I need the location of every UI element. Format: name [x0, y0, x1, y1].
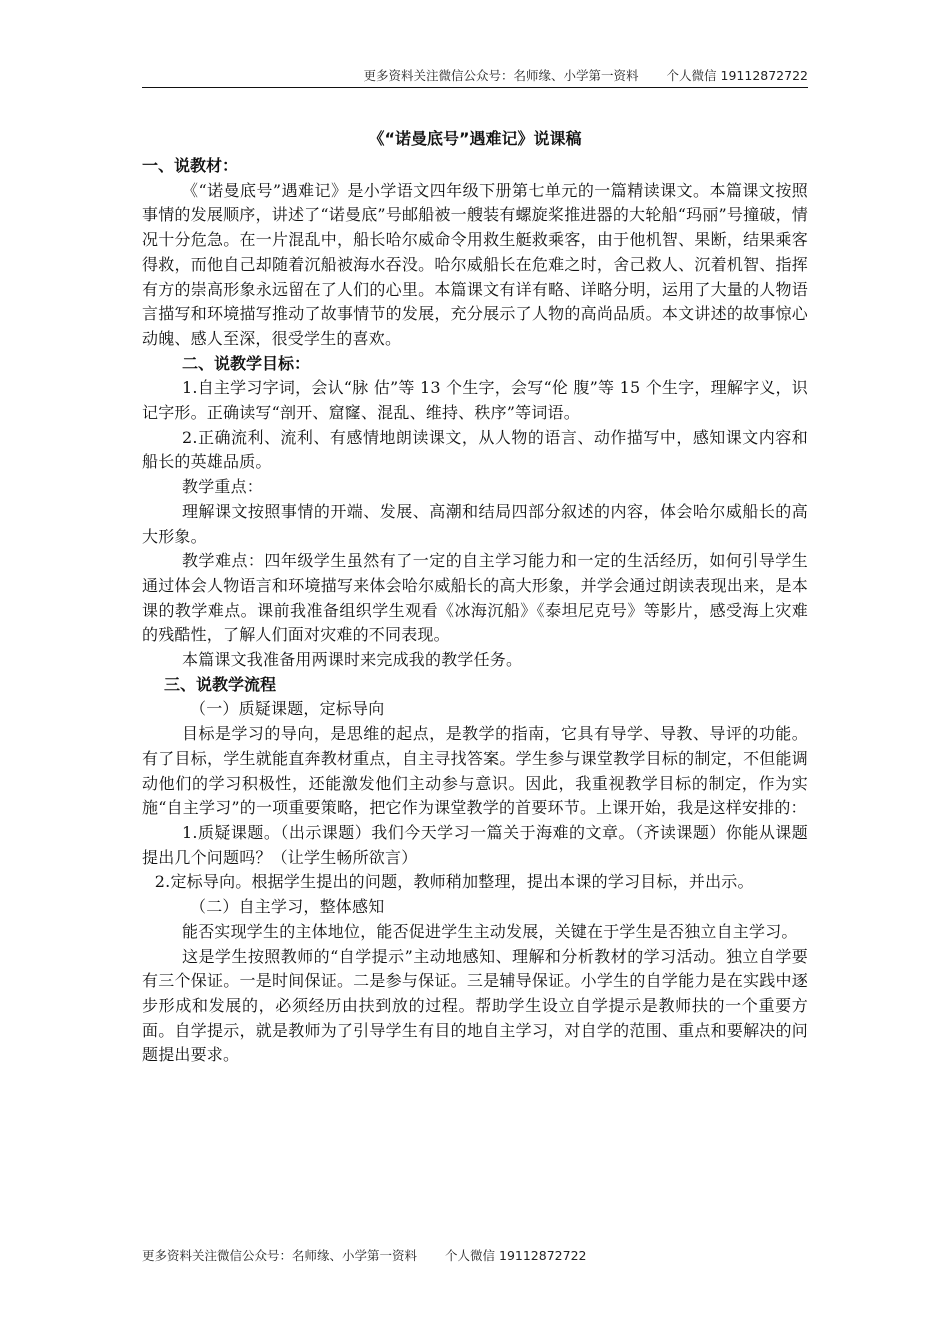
plan-paragraph: 本篇课文我准备用两课时来完成我的教学任务。 [182, 650, 523, 670]
goal-2-paragraph: 2.正确流利、流利、有感情地朗读课文，从人物的语言、动作描写中，感知课文内容和船长的英雄品质。 [142, 427, 808, 472]
page-footer [142, 1246, 586, 1264]
header-left-text: 更多资料关注微信公众号：名师缘、小学第一资料 [363, 68, 639, 83]
step-1-paragraph: 1.质疑课题。（出示课题）我们今天学习一篇关于海难的文章。（齐读课题）你能从课题提出几个问题吗？（让学生畅所欲言） [142, 822, 808, 867]
part-2-title: （二）自主学习，整体感知 [190, 897, 385, 917]
part-1-paragraph: 目标是学习的导向，是思维的起点，是教学的指南，它具有导学、导教、导评的功能。有了目标，学生就能直奔教材重点，自主寻找答案。学生参与课堂教学目标的制定，不但能调动他们的学习积极性，还能激发他们主动参与意识。因此，我重视教学目标的制定，作为实施“自主学习”的一项重要策略，把它作为课堂教学的首要环节。上课开始，我是这样安排的： [142, 724, 808, 818]
section-2-heading: 二、说教学目标： [182, 353, 311, 373]
difficulty-paragraph: 教学难点：四年级学生虽然有了一定的自主学习能力和一定的生活经历，如何引导学生通过体会人物语言和环境描写来体会哈尔威船长的高大形象，并学会通过朗读表现出来，是本课的教学难点。课前我准备组织学生观看《冰海沉船》《泰坦尼克号》等影片，感受海上灾难的残酷性，了解人们面对灾难的不同表现。 [142, 551, 808, 645]
step-2-paragraph: 2.定标导向。根据学生提出的问题，教师稍加整理，提出本课的学习目标，并出示。 [154, 872, 754, 892]
key-point-label: 教学重点： [182, 477, 264, 497]
part-2-paragraph-2: 这是学生按照教师的“自学提示”主动地感知、理解和分析教材的学习活动。独立自学要有三个保证。一是时间保证。二是参与保证。三是辅导保证。小学生的自学能力是在实践中逐步形成和发展的，必须经历由扶到放的过程。帮助学生设立自学提示是教师扶的一个重要方面。自学提示，就是教师为了引导学生有目的地自主学习，对自学的范围、重点和要解决的问题提出要求。 [142, 946, 808, 1065]
footer-right-text: 个人微信 19112872722 [445, 1248, 587, 1263]
section-1-paragraph: 《“诺曼底号”遇难记》是小学语文四年级下册第七单元的一篇精读课文。本篇课文按照事情的发展顺序，讲述了“诺曼底”号邮船被一艘装有螺旋桨推进器的大轮船“玛丽”号撞破，情况十分危急。在一片混乱中，船长哈尔威命令用救生艇救乘客，由于他机智、果断，结果乘客得救，而他自己却随着沉船被海水吞没。哈尔威船长在危难之时，舍己救人、沉着机智、指挥有方的崇高形象永远留在了人们的心里。本篇课文有详有略、详略分明，运用了大量的人物语言描写和环境描写推动了故事情节的发展，充分展示了人物的高尚品质。本文讲述的故事惊心动魄、感人至深，很受学生的喜欢。 [142, 180, 808, 348]
document-body [142, 126, 808, 1068]
key-point-paragraph: 理解课文按照事情的开端、发展、高潮和结局四部分叙述的内容，体会哈尔威船长的高大形象。 [142, 501, 808, 546]
footer-left-text: 更多资料关注微信公众号：名师缘、小学第一资料 [142, 1248, 418, 1263]
section-3-heading: 三、说教学流程 [164, 674, 277, 694]
page-header [364, 66, 808, 84]
goal-1-paragraph: 1.自主学习字词，会认“脉 估”等 13 个生字，会写“伦 腹”等 15 个生字，理解字义，识记字形。正确读写“剖开、窟窿、混乱、维持、秩序”等词语。 [142, 378, 808, 423]
header-divider [142, 87, 808, 88]
header-right-text: 个人微信 19112872722 [666, 68, 808, 83]
part-1-title: （一）质疑课题，定标导向 [190, 699, 385, 719]
document-title: 《“诺曼底号”遇难记》说课稿 [368, 129, 582, 148]
section-1-heading: 一、说教材： [142, 156, 239, 175]
part-2-paragraph-1: 能否实现学生的主体地位，能否促进学生主动发展，关键在于学生是否独立自主学习。 [182, 921, 798, 941]
